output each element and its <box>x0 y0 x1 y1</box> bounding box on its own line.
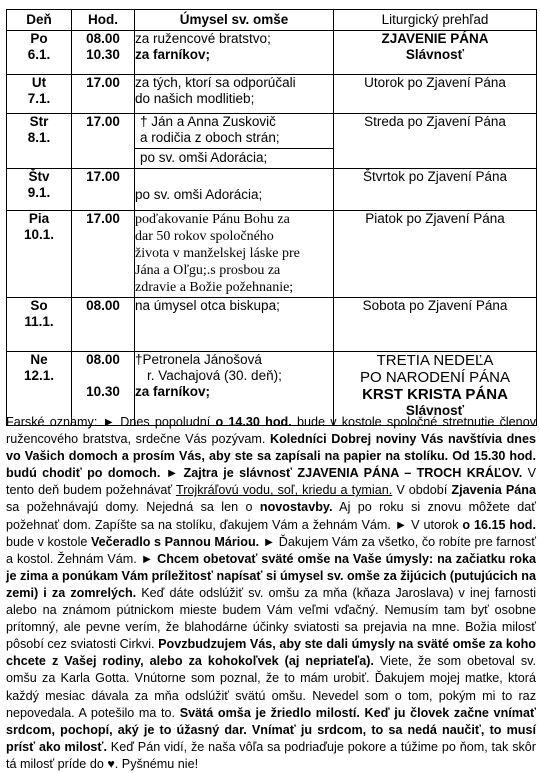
intention-cell: na úmysel otca biskupa; <box>135 298 334 352</box>
hour-cell: 17.00 <box>72 114 135 169</box>
day-cell: Ut 7.1. <box>7 75 72 114</box>
parish-notices: Farské oznamy: ► Dnes popoludní o 14.30 hod. bude v kostole spoločné stretnutie členov ružencového bratstva, srdečne Vás pozývam. Koledníci Dobrej noviny Vás navštívia dnes vo Vašich domoch a prosím Vás, aby ste sa zapísali na papier na stolíku. Od 15.30 hod. budú chodiť po domoch. ► Zajtra je slávnosť ZJAVENIA PÁNA – TROCH KRÁĽOV. V tento deň budem požehnávať Trojkráľovú vodu, soľ, kriedu a tymian. V období Zjavenia Pána sa požehnávajú domy. Nejedná sa len o novostavby. Aj po roku si znovu môžete dať požehnať dom. Zapíšte sa na stolíku, ďakujem Vám a žehnám Vám. ► V utorok o 16.15 hod. bude v kostole Večeradlo s Pannou Máriou. ► Ďakujem Vám za všetko, čo robíte pre farnosť a kostol. Žehnám Vám. ► Chcem obetovať sväté omše na Vaše úmysly: na začiatku roka je zima a ponúkam Vám príležitosť napísať si úmysel sv. omše za žijúcich (putujúcich na zemi) i za zomrelých. Keď dáte odslúžiť sv. omšu za mňa (kňaza Jaroslava) v inej farnosti alebo na známom pútnickom mieste budem Vám veľmi vďačný. Nemusím tam byť osobne prítomný, ale pevne verím, že blahodárne účinky sviatosti sa prejavia na mne. Božia milosť pôsobí cez sviatosti Cirkvi. Povzbudzujem Vás, aby ste dali úmysly na sväté omše za koho chcete z Vašej rodiny, alebo za kohokoľvek (aj nepriateľa). Viete, že som obetoval sv. omšu za Karla Gotta. Vnútorne som poznal, že to mám urobiť. Ďakujem mojej matke, ktorá každý mesiac dávala za mňa odslúžiť svätú omšu. Nevedel som o tom, pokým mi to raz nepovedala. A potešilo ma to. Svätá omša je žriedlo milostí. Keď ju človek začne vnímať srdcom, pochopí, aký je to úžasný dar. Vnímať ju srdcom, to sa nedá naučiť, to musí prísť ako milosť. Keď Pán vidí, že naša vôľa sa podriaďuje pokore a túžime po ňom, tak skôr tá milosť príde do ♥. Pyšnému nie! <box>6 415 537 771</box>
hour-cell: 17.00 <box>72 75 135 114</box>
liturgy-cell: ZJAVENIE PÁNA Slávnosť <box>334 31 537 75</box>
intention-cell: † Ján a Anna Zuskovič a rodičia z oboch strán; po sv. omši Adorácia; <box>135 114 334 169</box>
liturgy-cell: Piatok po Zjavení Pána <box>334 211 537 298</box>
header-hour: Hod. <box>72 10 135 31</box>
table-row <box>7 298 537 352</box>
table-header-row <box>7 10 537 31</box>
day-cell: Ne 12.1. <box>7 352 72 426</box>
day-cell: Str 8.1. <box>7 114 72 169</box>
liturgy-cell: Sobota po Zjavení Pána <box>334 298 537 352</box>
day-cell: Po 6.1. <box>7 31 72 75</box>
header-day: Deň <box>7 10 72 31</box>
header-intention: Úmysel sv. omše <box>135 10 334 31</box>
table-row <box>7 211 537 298</box>
header-liturgy: Liturgický prehľad <box>334 10 537 31</box>
mass-schedule-table <box>6 9 537 426</box>
hour-cell: 17.00 <box>72 211 135 298</box>
liturgy-cell: Streda po Zjavení Pána <box>334 114 537 169</box>
table-row <box>7 169 537 211</box>
hour-cell: 08.00 10.30 <box>72 352 135 426</box>
intention-cell: poďakovanie Pánu Bohu za dar 50 rokov spoločného života v manželskej láske pre Jána a Oľgu;.s prosbou za zdravie a Božie požehnanie; <box>135 211 334 298</box>
intention-cell: po sv. omši Adorácia; <box>135 169 334 211</box>
liturgy-cell: Utorok po Zjavení Pána <box>334 75 537 114</box>
liturgy-cell: TRETIA NEDEĽA PO NARODENÍ PÁNA KRST KRISTA PÁNA Slávnosť <box>334 352 537 426</box>
intention-cell: za tých, ktorí sa odporúčali do našich modlitieb; <box>135 75 334 114</box>
table-row <box>7 114 537 169</box>
liturgy-cell: Štvrtok po Zjavení Pána <box>334 169 537 211</box>
intention-cell: za ružencové bratstvo; za farníkov; <box>135 31 334 75</box>
hour-cell: 17.00 <box>72 169 135 211</box>
day-cell: Pia 10.1. <box>7 211 72 298</box>
day-cell: So 11.1. <box>7 298 72 352</box>
table-row <box>7 31 537 75</box>
day-cell: Štv 9.1. <box>7 169 72 211</box>
table-row <box>7 75 537 114</box>
hour-cell: 08.00 <box>72 298 135 352</box>
hour-cell: 08.00 10.30 <box>72 31 135 75</box>
intention-cell: †Petronela Jánošová r. Vachajová (30. deň); za farníkov; <box>135 352 334 426</box>
